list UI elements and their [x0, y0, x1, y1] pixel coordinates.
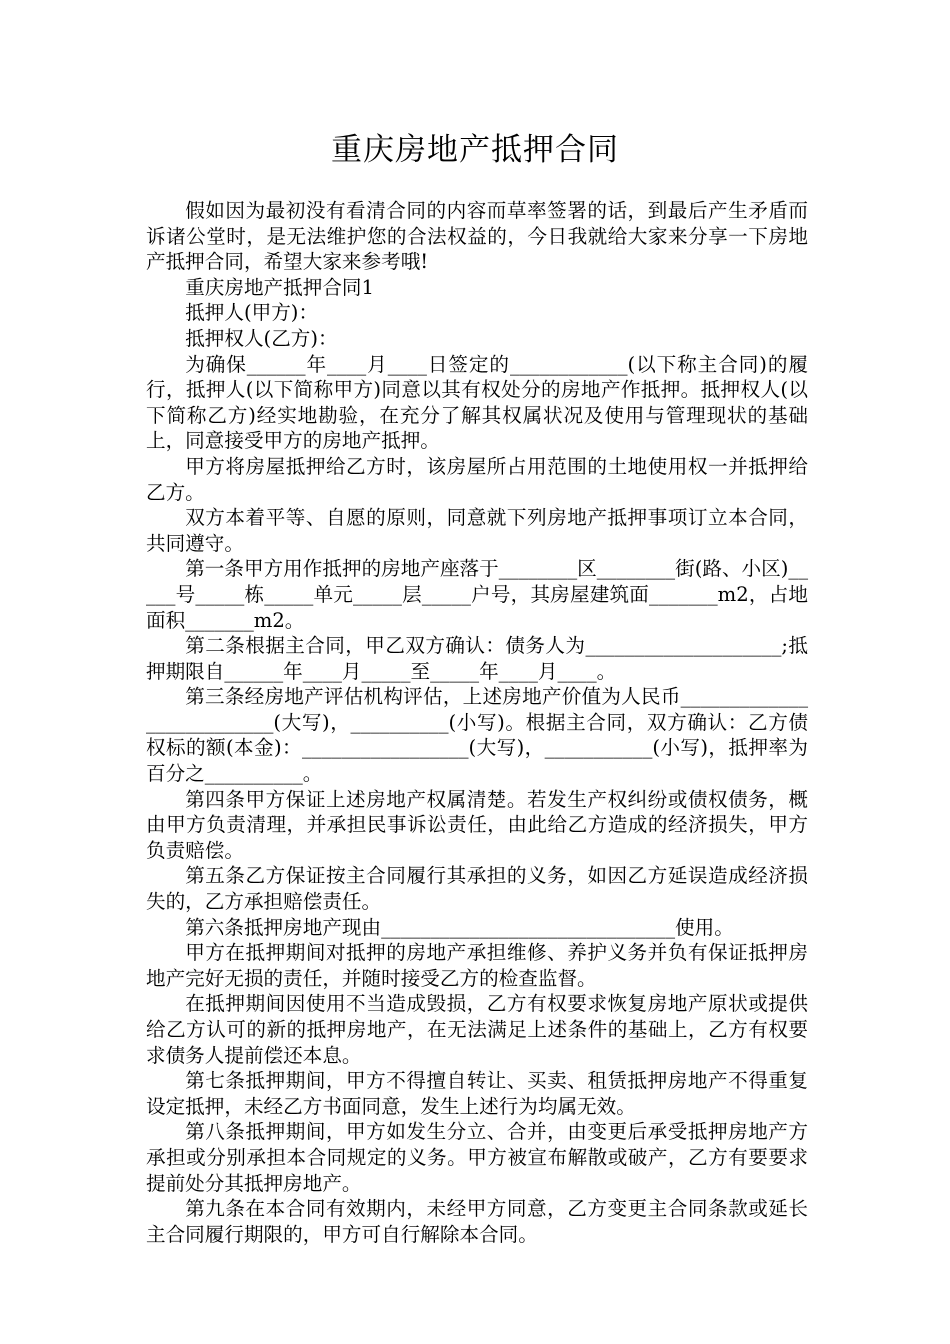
paragraph-article-2: 第二条根据主合同，甲乙双方确认：债务人为____________________;抵押期限自______年____月_____至_____年____月____。 [146, 634, 808, 683]
paragraph-article-4: 第四条甲方保证上述房地产权属清楚。若发生产权纠纷或债权债务，概由甲方负责清理，并承担民事诉讼责任，由此给乙方造成的经济损失，甲方负责赔偿。 [146, 787, 808, 862]
paragraph-article-3: 第三条经房地产评估机构评估，上述房地产价值为人民币__________________________(大写)，__________(小写)。根据主合同，双方确认：乙方债权标的额(本金)：_________________(大写)，___________(小写)，抵押率为百分之__________。 [146, 685, 808, 786]
document-title: 重庆房地产抵押合同 [331, 132, 619, 168]
paragraph-mortgagee: 抵押权人(乙方)： [185, 326, 338, 350]
paragraph-article-5: 第五条乙方保证按主合同履行其承担的义务，如因乙方延误造成经济损失的，乙方承担赔偿责任。 [146, 864, 808, 914]
paragraph-article-7: 第七条抵押期间，甲方不得擅自转让、买卖、租赁抵押房地产不得重复设定抵押，未经乙方书面同意，发生上述行为均属无效。 [146, 1069, 808, 1118]
paragraph-contract-heading: 重庆房地产抵押合同1 [185, 275, 374, 299]
paragraph-maintenance: 甲方在抵押期间对抵押的房地产承担维修、养护义务并负有保证抵押房地产完好无损的责任，并随时接受乙方的检查监督。 [146, 941, 808, 990]
paragraph-mortgagor: 抵押人(甲方)： [185, 301, 319, 325]
paragraph-intro: 假如因为最初没有看清合同的内容而草率签署的话，到最后产生矛盾而诉诸公堂时，是无法维护您的合法权益的，今日我就给大家来分享一下房地产抵押合同，希望大家来参考哦! [146, 199, 808, 274]
paragraph-article-9: 第九条在本合同有效期内，未经甲方同意，乙方变更主合同条款或延长主合同履行期限的，甲方可自行解除本合同。 [146, 1197, 808, 1246]
paragraph-principle: 双方本着平等、自愿的原则，同意就下列房地产抵押事项订立本合同，共同遵守。 [146, 506, 808, 555]
paragraph-article-1: 第一条甲方用作抵押的房地产座落于________区________街(路、小区)_____号_____栋_____单元_____层_____户号，其房屋建筑面_______m2，占地面积_______m2。 [146, 557, 808, 632]
document-body [146, 198, 808, 1247]
paragraph-damage: 在抵押期间因使用不当造成毁损，乙方有权要求恢复房地产原状或提供给乙方认可的新的抵押房地产，在无法满足上述条件的基础上，乙方有权要求债务人提前偿还本息。 [146, 992, 808, 1067]
paragraph-land-use: 甲方将房屋抵押给乙方时，该房屋所占用范围的土地使用权一并抵押给乙方。 [146, 454, 808, 504]
paragraph-article-8: 第八条抵押期间，甲方如发生分立、合并，由变更后承受抵押房地产方承担或分别承担本合同规定的义务。甲方被宣布解散或破产，乙方有要要求提前处分其抵押房地产。 [146, 1120, 808, 1195]
paragraph-article-6: 第六条抵押房地产现由______________________________使用。 [185, 915, 734, 939]
paragraph-purpose: 为确保______年____月____日签定的____________(以下称主合同)的履行，抵押人(以下简称甲方)同意以其有权处分的房地产作抵押。抵押权人(以下简称乙方)经实地勘验，在充分了解其权属状况及使用与管理现状的基础上，同意接受甲方的房地产抵押。 [146, 352, 808, 453]
